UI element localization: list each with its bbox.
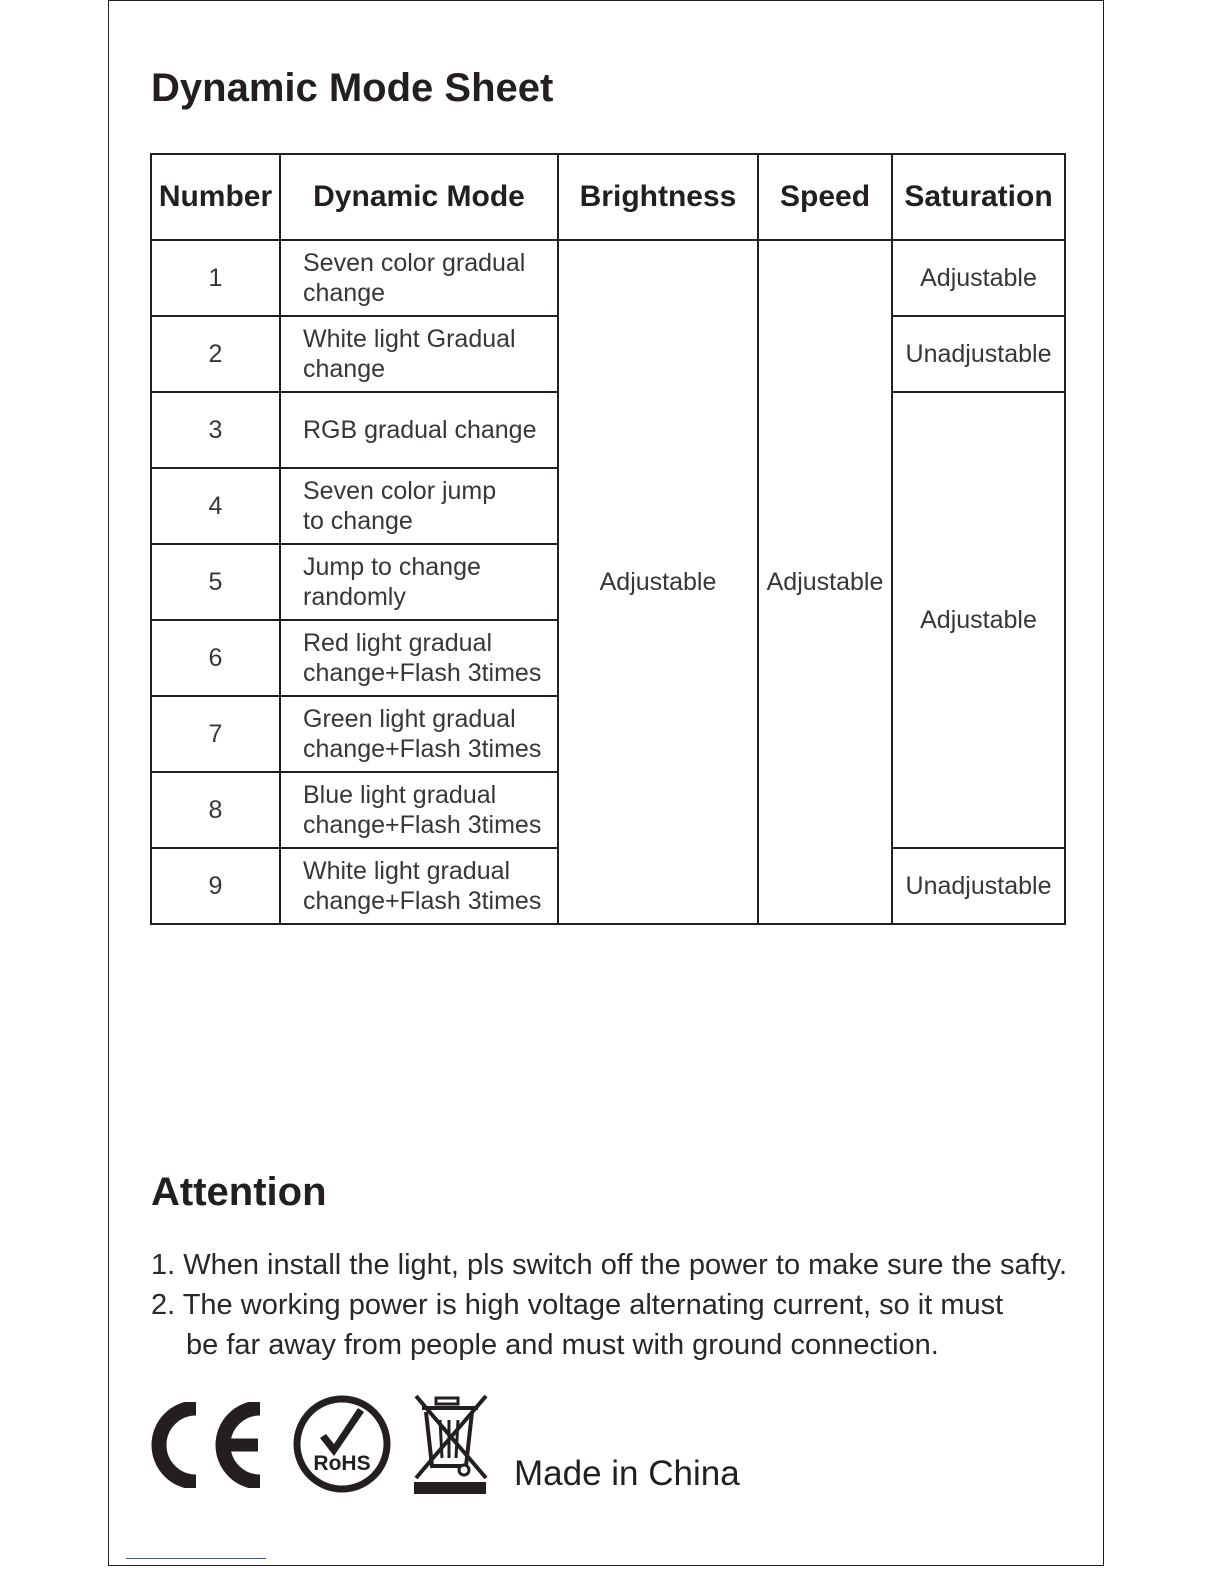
dynamic-mode-table (150, 153, 1066, 925)
mode-line: change (303, 279, 386, 307)
mode-line: change+Flash 3times (303, 659, 542, 687)
mode-line: Seven color jump (303, 477, 497, 505)
mode-line: randomly (303, 583, 406, 611)
mode-line: Red light gradual (303, 629, 493, 657)
mode-line: Jump to change (303, 553, 481, 581)
saturation-cell: Adjustable (892, 392, 1065, 848)
row-number: 9 (151, 848, 280, 924)
header-speed: Speed (758, 154, 892, 240)
row-number: 4 (151, 468, 280, 544)
ce-mark-icon (148, 1402, 268, 1488)
row-mode (280, 696, 558, 772)
mode-line: change+Flash 3times (303, 811, 542, 839)
mode-line: to change (303, 507, 413, 535)
row-number: 5 (151, 544, 280, 620)
brightness-cell: Adjustable (558, 240, 758, 924)
mode-line: change+Flash 3times (303, 887, 542, 915)
saturation-cell: Adjustable (892, 240, 1065, 316)
row-mode (280, 392, 558, 468)
mode-line: Green light gradual (303, 705, 516, 733)
mode-line: Blue light gradual (303, 781, 497, 809)
row-number: 7 (151, 696, 280, 772)
header-saturation: Saturation (892, 154, 1065, 240)
speed-cell: Adjustable (758, 240, 892, 924)
row-mode (280, 316, 558, 392)
mode-line: change (303, 355, 386, 383)
row-number: 3 (151, 392, 280, 468)
mode-line: White light Gradual (303, 325, 516, 353)
row-mode (280, 848, 558, 924)
header-brightness: Brightness (558, 154, 758, 240)
saturation-cell: Unadjustable (892, 848, 1065, 924)
page-title: Dynamic Mode Sheet (151, 66, 554, 110)
weee-bin-icon (412, 1392, 490, 1496)
row-mode (280, 620, 558, 696)
divider-line (126, 1558, 266, 1559)
note-line: be far away from people and must with ground connection. (186, 1329, 939, 1361)
made-in-label: Made in China (514, 1454, 740, 1493)
row-mode (280, 772, 558, 848)
attention-title: Attention (151, 1170, 327, 1214)
table-header-row (151, 154, 1065, 240)
mode-line: White light gradual (303, 857, 511, 885)
mode-line: RGB gradual change (303, 416, 537, 444)
row-mode (280, 468, 558, 544)
saturation-cell: Unadjustable (892, 316, 1065, 392)
table-row (151, 240, 1065, 316)
row-number: 6 (151, 620, 280, 696)
header-dynamic-mode: Dynamic Mode (280, 154, 558, 240)
row-number: 8 (151, 772, 280, 848)
rohs-label: RoHS (313, 1452, 371, 1475)
row-number: 2 (151, 316, 280, 392)
note-line: 2. The working power is high voltage alternating current, so it must (151, 1289, 1004, 1321)
row-mode (280, 544, 558, 620)
header-number: Number (151, 154, 280, 240)
note-line: 1. When install the light, pls switch off the power to make sure the safty. (151, 1249, 1068, 1281)
row-mode (280, 240, 558, 316)
mode-line: change+Flash 3times (303, 735, 542, 763)
attention-notes (151, 1245, 1081, 1365)
mode-line: Seven color gradual (303, 249, 526, 277)
row-number: 1 (151, 240, 280, 316)
rohs-icon (292, 1394, 392, 1494)
